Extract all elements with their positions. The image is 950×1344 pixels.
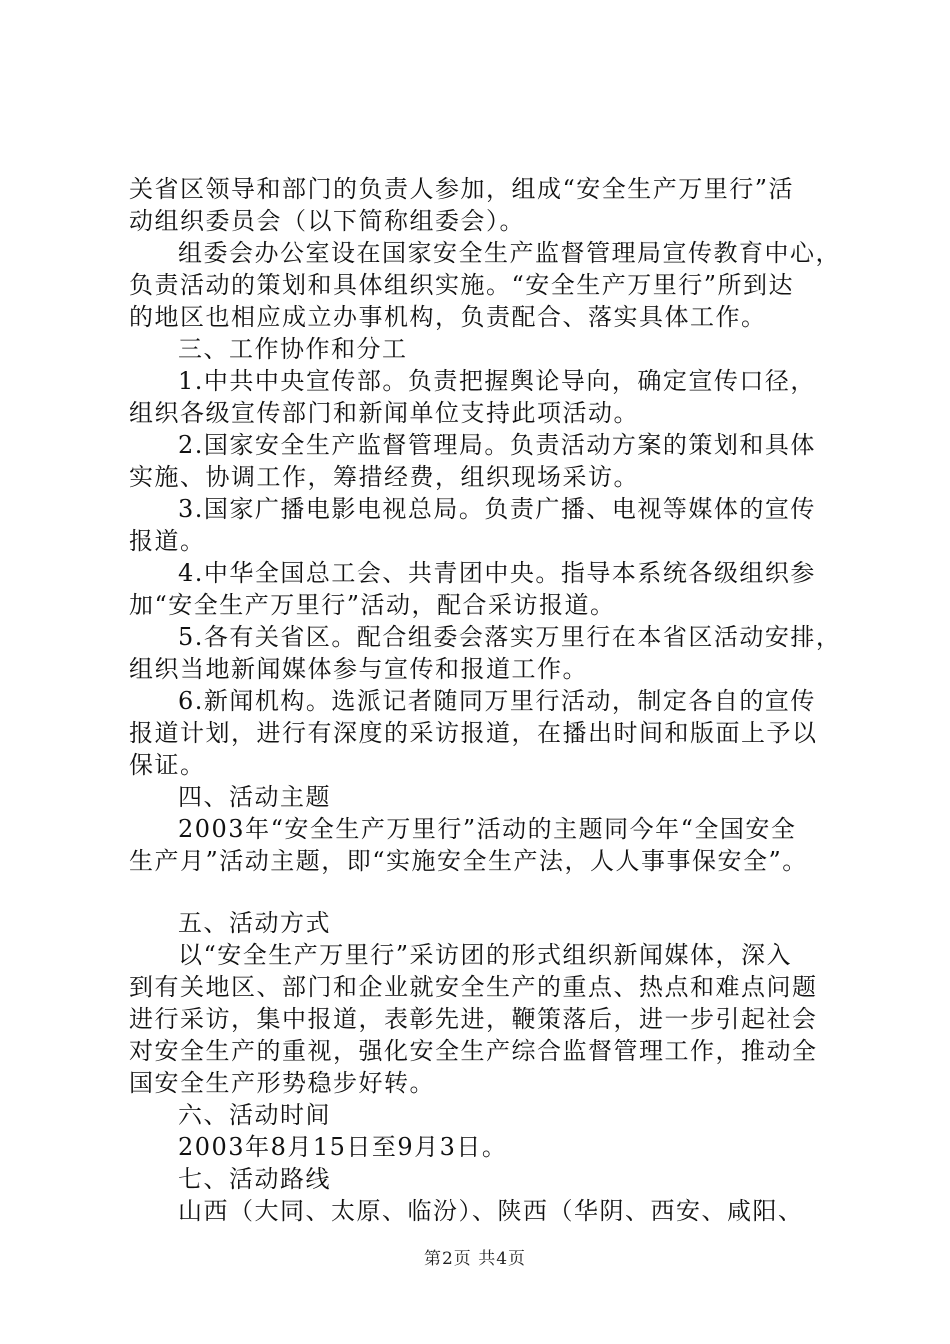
text-line: 国安全生产形势稳步好转。 (129, 1069, 435, 1097)
text-line: 组织当地新闻媒体参与宣传和报道工作。 (129, 655, 588, 683)
paragraph-gap (129, 877, 844, 907)
text-line: 5.各有关省区。配合组委会落实万里行在本省区活动安排， (178, 623, 842, 651)
text-line: 七、活动路线 (178, 1165, 331, 1193)
text-line: 实施、协调工作，筹措经费，组织现场采访。 (129, 463, 639, 491)
page-footer: 第2页 共4页 (423, 1249, 527, 1269)
text-line: 到有关地区、部门和企业就安全生产的重点、热点和难点问题 (129, 973, 818, 1001)
text-line: 报道。 (129, 527, 206, 555)
document-body (129, 173, 844, 1227)
text-line: 组织各级宣传部门和新闻单位支持此项活动。 (129, 399, 639, 427)
text-line: 保证。 (129, 751, 206, 779)
text-line: 负责活动的策划和具体组织实施。“安全生产万里行”所到达 (129, 271, 795, 299)
text-line: 2.国家安全生产监督管理局。负责活动方案的策划和具体 (178, 431, 816, 459)
text-line: 三、工作协作和分工 (178, 335, 408, 363)
text-line: 组委会办公室设在国家安全生产监督管理局宣传教育中心， (178, 239, 841, 267)
text-line: 动组织委员会（以下简称组委会）。 (129, 207, 525, 235)
text-line: 加“安全生产万里行”活动，配合采访报道。 (129, 591, 616, 619)
text-line: 对安全生产的重视，强化安全生产综合监督管理工作，推动全 (129, 1037, 818, 1065)
text-line: 四、活动主题 (178, 783, 331, 811)
text-line: 进行采访，集中报道，表彰先进，鞭策落后，进一步引起社会 (129, 1005, 818, 1033)
text-line: 2003年8月15日至9月3日。 (178, 1133, 508, 1161)
text-line: 1.中共中央宣传部。负责把握舆论导向，确定宣传口径， (178, 367, 816, 395)
text-line: 报道计划，进行有深度的采访报道，在播出时间和版面上予以 (129, 719, 818, 747)
text-line: 6.新闻机构。选派记者随同万里行活动，制定各自的宣传 (178, 687, 816, 715)
text-line: 4.中华全国总工会、共青团中央。指导本系统各级组织参 (178, 559, 816, 587)
text-line: 3.国家广播电影电视总局。负责广播、电视等媒体的宣传 (178, 495, 816, 523)
text-line: 关省区领导和部门的负责人参加，组成“安全生产万里行”活 (129, 175, 795, 203)
text-line: 六、活动时间 (178, 1101, 331, 1129)
text-line: 山西（大同、太原、临汾）、陕西（华阴、西安、咸阳、 (178, 1197, 804, 1225)
text-line: 2003年“安全生产万里行”活动的主题同今年“全国安全 (178, 815, 797, 843)
text-line: 生产月”活动主题，即“实施安全生产法，人人事事保安全”。 (129, 847, 808, 875)
text-line: 五、活动方式 (178, 909, 331, 937)
text-line: 的地区也相应成立办事机构，负责配合、落实具体工作。 (129, 303, 767, 331)
text-line: 以“安全生产万里行”采访团的形式组织新闻媒体，深入 (178, 941, 793, 969)
